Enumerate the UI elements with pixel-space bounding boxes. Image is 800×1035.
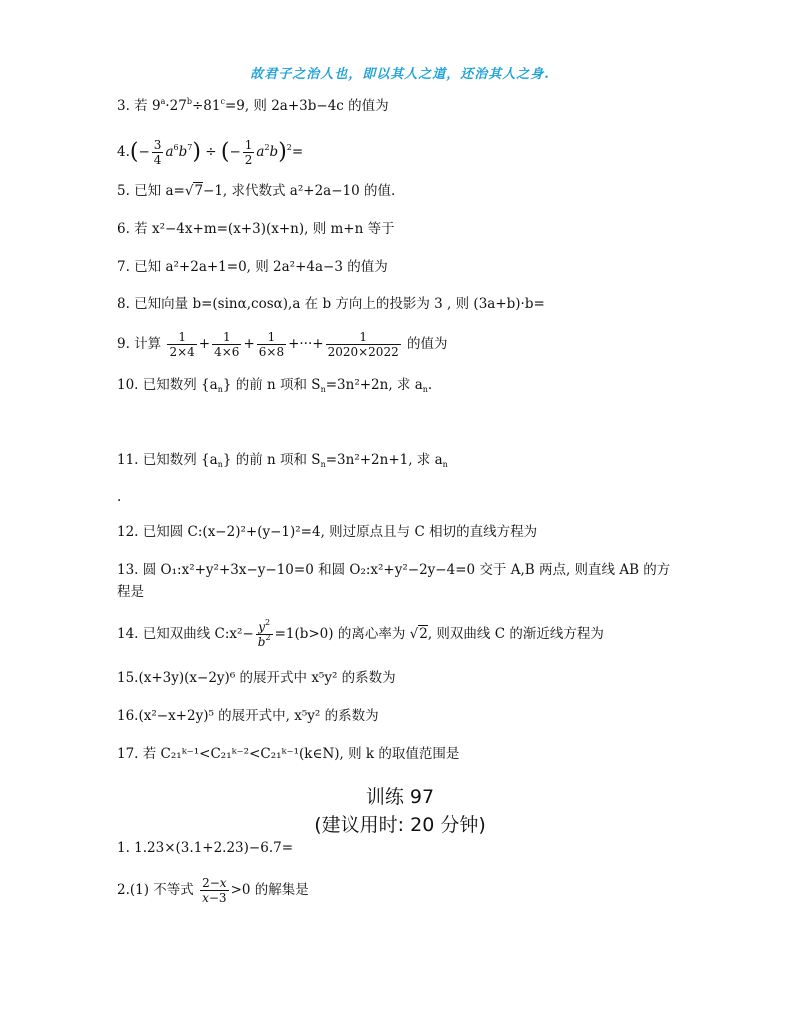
question-11: 11. 已知数列 $\{a_n\}$ 的前 n 项和 $S_n=3n^2+2n+1$, 求 $a_n$ xyxy=(117,452,448,469)
q14-prefix: 14. 已知双曲线 C:x²− xyxy=(117,626,254,642)
q10-tail: =3n²+2n, 求 a xyxy=(325,377,423,393)
question-7: 7. 已知 a²+2a+1=0, 则 2a²+4a−3 的值为 xyxy=(117,259,388,275)
question-10: 10. 已知数列 $\{a_n\}$ 的前 n 项和 $S_n=3n^2+2n$, 求 $a_n$. xyxy=(117,377,433,394)
q11-tail: =3n²+2n+1, 求 a xyxy=(325,452,443,468)
section2-question-1: 1. 1.23×(3.1+2.23)−6.7= xyxy=(117,840,294,856)
q9-prefix: 9. 计算 xyxy=(117,336,162,352)
stray-dot: . xyxy=(117,489,122,505)
q2-suffix: >0 的解集是 xyxy=(230,882,309,898)
header-motto: 故君子之治人也，即以其人之道，还治其人之身. xyxy=(250,67,550,82)
section-title: 训练 97 xyxy=(365,786,435,808)
question-8: 8. 已知向量 b=(sinα,cosα),a 在 b 方向上的投影为 3 , 则 (3a+b)·b= xyxy=(117,296,545,312)
question-6: 6. 若 x²−4x+m=(x+3)(x+n), 则 m+n 等于 xyxy=(117,221,395,237)
question-3: 3. 若 $9^a\cdot 27^b\div 81^c=9$, 则 2a+3b−4c 的值为 xyxy=(117,97,389,114)
question-16: 16.(x²−x+2y)⁵ 的展开式中, x⁵y² 的系数为 xyxy=(117,708,379,724)
q9-suffix: 的值为 xyxy=(407,336,448,352)
question-15: 15.(x+3y)(x−2y)⁶ 的展开式中 x⁵y² 的系数为 xyxy=(117,670,396,686)
question-12: 12. 已知圆 C:(x−2)²+(y−1)²=4, 则过原点且与 C 相切的直线方程为 xyxy=(117,524,538,540)
q5-radicand: 7 xyxy=(194,183,204,199)
question-9: 9. 计算 $\frac{1}{2\times 4}$ + $\frac{1}{4\times 6}$ + $\frac{1}{6\times 8}$ +···+ $\frac{1}{2020\times 2022}$ 的值为 xyxy=(117,330,448,359)
q2-prefix: 2.(1) 不等式 xyxy=(117,882,194,898)
q3-suffix: =9, 则 2a+3b−4c 的值为 xyxy=(224,98,389,114)
q14-tail: , 则双曲线 C 的渐近线方程为 xyxy=(427,626,604,642)
q10-rest: } 的前 n 项和 S xyxy=(222,377,321,393)
question-4: 4.(− $\frac{3}{4}$ $a^6b^7$) ÷ (− $\frac{1}{2}$ $a^2b)^2=$ xyxy=(117,138,304,167)
q10-text: 10. 已知数列 {a xyxy=(117,377,218,393)
q11-text: 11. 已知数列 {a xyxy=(117,452,218,468)
section-subtitle: (建议用时: 20 分钟) xyxy=(314,814,486,836)
q11-rest: } 的前 n 项和 S xyxy=(222,452,321,468)
q3-mid: ·27 xyxy=(165,98,187,114)
q14-suffix: =1(b>0) 的离心率为 xyxy=(274,626,406,642)
question-17: 17. 若 C₂₁ᵏ⁻¹<C₂₁ᵏ⁻²<C₂₁ᵏ⁻¹(k∈N), 则 k 的取值范围是 xyxy=(117,746,460,762)
question-5: 5. 已知 a=√7−1, 求代数式 a²+2a−10 的值. xyxy=(117,183,396,199)
q4-label: 4. xyxy=(117,144,130,160)
q3-mid2: ÷81 xyxy=(191,98,221,114)
question-13-line1: 13. 圆 O₁:x²+y²+3x−y−10=0 和圆 O₂:x²+y²−2y−4=0 交于 A,B 两点, 则直线 AB 的方 xyxy=(117,562,671,578)
q3-prefix: 3. 若 9 xyxy=(117,98,161,114)
q5-text: 5. 已知 a= xyxy=(117,183,185,199)
section2-question-2: 2.(1) 不等式 $\frac{2-x}{x-3}$ >0 的解集是 xyxy=(117,876,309,905)
question-13-line2: 程是 xyxy=(117,584,144,600)
question-14: 14. 已知双曲线 C:x²− $\frac{y^2}{b^2}$ =1(b>0) 的离心率为 √2, 则双曲线 C 的渐近线方程为 xyxy=(117,618,604,649)
q5-tail: −1, 求代数式 a²+2a−10 的值. xyxy=(203,183,396,199)
